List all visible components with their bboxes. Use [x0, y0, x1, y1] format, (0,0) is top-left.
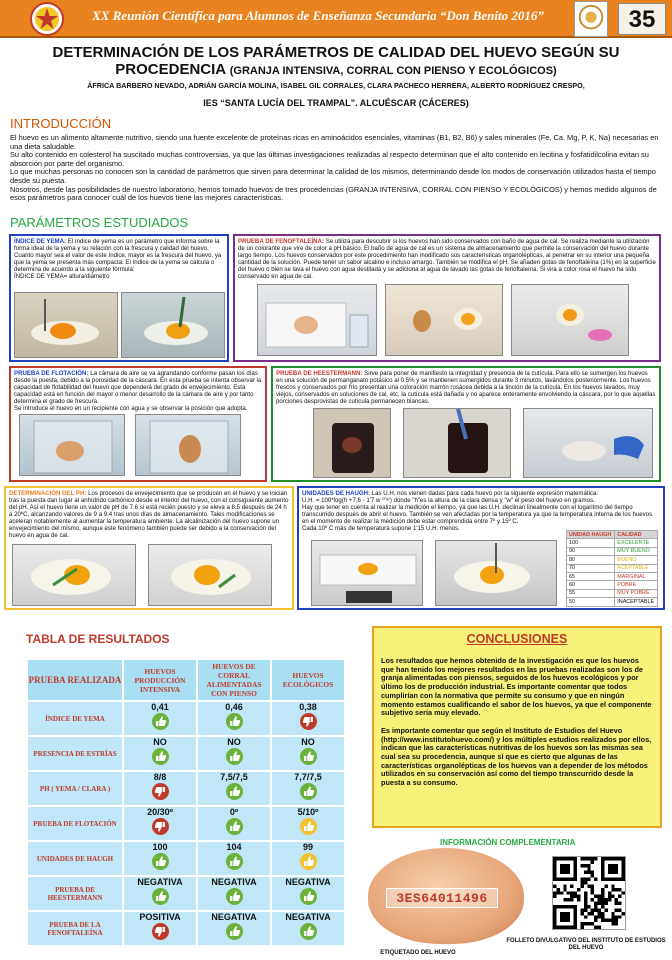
thumbs-up-icon — [152, 748, 169, 765]
results-cell-value: 20/30º — [147, 807, 173, 817]
results-cell-value: NEGATIVA — [211, 877, 257, 887]
results-cell-value: NO — [227, 737, 241, 747]
haugh-scale-row — [567, 589, 658, 597]
heestermann-photo-3 — [523, 408, 653, 478]
results-col-intensive: HUEVOS PRODUCCIÓN INTENSIVA — [123, 659, 197, 701]
intro-paragraph: Su alto contenido en colesterol ha suscitado muchas controversias, ya que las últimas investigaciones realizadas al respecto determinan que el alto contenido en lecitina y fosfatidilcolina evitan su absorción por parte del organismo. — [10, 150, 649, 168]
intro-text — [10, 134, 662, 203]
thumbs-down-icon — [152, 923, 169, 940]
results-cell-value: NEGATIVA — [137, 877, 183, 887]
params-heading: PARÁMETROS ESTUDIADOS — [10, 215, 189, 230]
results-table — [26, 658, 346, 947]
results-cell-value: 0,38 — [299, 702, 317, 712]
card-flotation-title: PRUEBA DE FLOTACIÓN: — [14, 370, 89, 377]
card-haugh-body: Las U.H. nos vienen dadas para cada huevo por la siguiente expresión matemática: — [371, 490, 599, 497]
poster-number: 35 — [618, 3, 666, 35]
card-flotation-body-2: Se introduce el huevo en un recipiente con agua y se observar la posición que adopta. — [14, 405, 248, 412]
results-row-label: PRUEBA DE HEESTERMANN — [27, 876, 123, 911]
egg-code: 3ES64011496 — [386, 888, 498, 908]
results-cell — [271, 841, 345, 876]
results-row — [27, 841, 345, 876]
results-cell — [123, 876, 197, 911]
haugh-scale-label: INACEPTABLE — [615, 598, 658, 606]
results-cell — [123, 806, 197, 841]
flotation-photo-1 — [19, 414, 125, 476]
results-row-label: PH ( YEMA / CLARA ) — [27, 771, 123, 806]
results-cell — [197, 911, 271, 946]
results-row-label: PRESENCIA DE ESTRÍAS — [27, 736, 123, 771]
haugh-scale-row — [567, 581, 658, 589]
results-cell-value: 5/10º — [297, 807, 319, 817]
haugh-scale-table — [566, 530, 658, 607]
haugh-scale-row — [567, 547, 658, 555]
thumbs-up-icon — [152, 888, 169, 905]
haugh-scale-label: ACEPTABLE — [615, 564, 658, 572]
yolk-photo-2 — [121, 292, 225, 358]
card-phenolphthalein-title: PRUEBA DE FENOFTALEÍNA: — [238, 238, 324, 245]
haugh-scale-label: MUY POBRE — [615, 589, 658, 597]
card-phenolphthalein-body: Se utiliza para descubrir si los huevos han sido conservados con baño de agua de cal. Se realiza mediante la utilización de un colorante que vire de color a pH básico. El baño de agua de cal es un sistema de almacenamiento que permite la conservación del huevo durante largo tiempo. Los huevos conservados por este procedimiento han modificado sus características organolépticas, al penetrar en su interior una pequeña cantidad de la solución. Puede tener un sabor alcalino e incluso amargo. También se modifica el pH. Se añaden gotas de fenoftaleína (1%) en la superficie del huevo o bien se lava el huevo con agua destilada y se adiciona al agua de lavado las gotas de fenoftaleína. Si vira a color rosa el huevo ha sido conservado en agua de cal. — [238, 238, 656, 280]
haugh-scale-row — [567, 539, 658, 547]
haugh-scale-label: MUY BUENO — [615, 547, 658, 555]
ph-photo-2 — [148, 544, 272, 606]
phenol-photo-2 — [385, 284, 503, 356]
results-row — [27, 701, 345, 736]
flotation-photo-2 — [135, 414, 241, 476]
results-cell-value: 0,46 — [225, 702, 243, 712]
results-cell — [197, 841, 271, 876]
thumbs-up-icon — [226, 783, 243, 800]
conclusions-paragraph: Los resultados que hemos obtenido de la investigación es que los huevos que han tenido los mejores resultados en las pruebas realizadas son los de granja alimentadas con piensos, seguidos de los huevos ecológicos y por último los de producción industrial. Es importante comentar que todos cumplirían con la normativa que permite su consumo y que en ningún momento estamos cualificando el sabor de los huevos, ya que el componente subjetivo sería muy elevado. — [381, 656, 652, 718]
thumbs-down-icon — [152, 818, 169, 835]
card-yolk-index-body: El índice de yema es un parámetro que informa sobre la forma ideal de la yema y su relación con la frescura y calidad del huevo. Cuanto mayor sea el valor de este índice, mayor es la frescura del huevo, ya que la yema se presenta más compacta. El índice de la yema se calcula o determina de acuerdo a la siguiente fórmula: — [14, 238, 222, 273]
results-cell-value: 8/8 — [153, 772, 167, 782]
card-haugh-body-2: Hay que tener en cuenta al realizar la medición el tiempo, ya que las U.H. declinan linealmente con el logaritmo del tiempo transcurrido después de abrir el huevo. También se ven afectadas por la temperatura ya que la temperatura interna de los huevos en el momento de realizar la medición debe estar comprendida entre 7º y 15º C. — [302, 504, 653, 525]
results-cell-value: NEGATIVA — [285, 912, 331, 922]
results-cell — [123, 736, 197, 771]
card-heestermann-title: PRUEBA DE HEESTERMANN: — [276, 370, 363, 377]
results-cell — [271, 701, 345, 736]
haugh-scale-uh: 80 — [567, 556, 615, 564]
thumbs-up-icon — [226, 748, 243, 765]
results-cell — [271, 876, 345, 911]
conclusions-box — [372, 626, 662, 828]
event-logo-icon — [30, 2, 64, 36]
school-name: IES “SANTA LUCÍA DEL TRAMPAL”. ALCUÉSCAR (CÁCERES) — [203, 98, 469, 108]
thumbs-up-icon — [226, 923, 243, 940]
results-header-row — [27, 659, 345, 701]
thumbs-up-icon — [152, 853, 169, 870]
results-cell-value: 7,5/7,5 — [220, 772, 248, 782]
thumbs-up-icon — [226, 853, 243, 870]
results-col-corral: HUEVOS DE CORRAL ALIMENTADAS CON PIENSO — [197, 659, 271, 701]
results-row — [27, 911, 345, 946]
haugh-scale-label: EXCELENTE — [615, 539, 658, 547]
results-cell — [197, 736, 271, 771]
poster-title-sub: (GRANJA INTENSIVA, CORRAL CON PIENSO Y ECOLÓGICOS) — [229, 65, 557, 77]
poster-title — [18, 44, 654, 80]
heestermann-photo-1 — [313, 408, 391, 478]
haugh-scale-header-cell: UNIDAD HAUGH — [567, 531, 615, 539]
yolk-index-formula: ÍNDICE DE YEMA= altura/diámetro — [14, 273, 110, 280]
results-cell-value: 7,7/7,5 — [294, 772, 322, 782]
results-cell — [271, 736, 345, 771]
poster-title-main: DETERMINACIÓN DE LOS PARÁMETROS DE CALIDAD DEL HUEVO SEGÚN SU PROCEDENCIA — [52, 44, 620, 78]
results-row — [27, 876, 345, 911]
card-heestermann-body: Sirve para poner de manifiesto la integridad y presencia de la cutícula. Para ello se sumergen los huevos en una solución de permanganato potásico al 0.5% y se mantienen sumergidos durante 3 minutos, lavándolos posteriormente. Los huevos frescos y conservados por frío presentan una coloración marrón rosácea debida a la tinción de la cutícula. En los huevos lavados, muy viejos, conservados en soluciones de cal, etc, la cutícula está dañada y no aparece enteramente envolviendo la cáscara, por lo que aquellas porciones desprovistas de cutícula permanecen blancas. — [276, 370, 656, 405]
card-yolk-index-text — [14, 238, 224, 280]
results-cell-value: NO — [301, 737, 315, 747]
card-ph-body: Los procesos de envejecimiento que se producen en el huevo y se inician tras la puesta dan lugar al anhídrido carbónico desde el interior del huevo, con el consiguiente aumento del pH. Así el huevo tiene un valor de pH de 7.6 si está recién puesto y se eleva a 8.5 después de 24 h a 20ºC, alcanzando valores de 9 a 9.4 tras unos días de almacenamiento. Tales modificaciones se aceleran notablemente al aumentar la temperatura ambiente. La alcalinización del huevo supone un envejecimiento del mismo, aunque este fenómeno también puede ser debido a la conservación del huevo en agua de cal. — [9, 490, 289, 539]
authors: ÁFRICA BARBERO NEVADO, ADRIÁN GARCÍA MOLINA, ISABEL GIL CORRALES, CLARA PACHECO HERRERA, ALBERTO RODRÍGUEZ CRESPO, — [87, 81, 585, 90]
haugh-scale-uh: 60 — [567, 581, 615, 589]
thumbs-up-icon — [226, 818, 243, 835]
results-col-ecological: HUEVOS ECOLÓGICOS — [271, 659, 345, 701]
results-cell — [271, 911, 345, 946]
haugh-scale-label: BUENO — [615, 556, 658, 564]
results-row — [27, 736, 345, 771]
card-flotation — [9, 366, 267, 482]
card-yolk-index — [9, 234, 229, 362]
qr-code-icon[interactable] — [552, 856, 626, 930]
card-ph-text — [9, 490, 289, 539]
results-row — [27, 806, 345, 841]
card-haugh-title: UNIDADES DE HAUGH: — [302, 490, 371, 497]
thumbs-up-icon — [152, 713, 169, 730]
haugh-photo-2 — [435, 540, 557, 606]
heestermann-photo-2 — [403, 408, 511, 478]
results-col-test: PRUEBA REALIZADA — [27, 659, 123, 701]
results-cell-value: 0º — [229, 807, 239, 817]
haugh-scale-label: MARGINAL — [615, 572, 658, 580]
card-heestermann — [271, 366, 661, 482]
results-cell — [123, 841, 197, 876]
results-cell — [271, 806, 345, 841]
haugh-scale-label: POBRE — [615, 581, 658, 589]
results-cell-value: NO — [153, 737, 167, 747]
conclusions-heading: CONCLUSIONES — [466, 632, 568, 646]
results-cell — [123, 911, 197, 946]
results-cell — [197, 806, 271, 841]
thumbs-up-icon — [226, 888, 243, 905]
intro-heading: INTRODUCCIÓN — [10, 116, 112, 131]
haugh-scale-row — [567, 556, 658, 564]
results-cell — [271, 771, 345, 806]
results-cell-value: NEGATIVA — [211, 912, 257, 922]
haugh-scale-uh: 90 — [567, 547, 615, 555]
results-cell — [197, 701, 271, 736]
haugh-scale-row — [567, 564, 658, 572]
yolk-photo-1 — [14, 292, 118, 358]
card-phenolphthalein — [233, 234, 661, 362]
thumbs-up-icon — [300, 853, 317, 870]
results-cell-value: 0,41 — [151, 702, 169, 712]
phenol-photo-3 — [511, 284, 629, 356]
haugh-scale-uh: 65 — [567, 572, 615, 580]
results-cell — [123, 701, 197, 736]
haugh-scale-row — [567, 572, 658, 580]
ph-photo-1 — [12, 544, 136, 606]
results-cell — [123, 771, 197, 806]
card-haugh-text — [302, 490, 660, 532]
results-body — [27, 701, 345, 946]
haugh-scale-uh: 55 — [567, 589, 615, 597]
phenol-photo-1 — [257, 284, 377, 356]
intro-paragraph: Nosotros, desde las posibilidades de nuestro laboratorio, hemos tomado huevos de tres procedencias (GRANJA INTENSIVA, CORRAL CON PIENSO Y ECOLÓGICOS) y hemos medido algunos de esos parámetros para conocer cuál de los huevos tiene las mejores características. — [10, 184, 657, 203]
thumbs-up-icon — [226, 713, 243, 730]
qr-caption: FOLLETO DIVULGATIVO DEL INSTITUTO DE ESTUDIOS DEL HUEVO — [506, 938, 666, 951]
haugh-photo-1 — [311, 540, 423, 606]
results-row-label: PRUEBA DE FLOTACIÓN — [27, 806, 123, 841]
results-cell-value: POSITIVA — [139, 912, 181, 922]
results-cell-value: 99 — [302, 842, 313, 852]
haugh-scale-row — [567, 598, 658, 606]
results-row-label: UNIDADES DE HAUGH — [27, 841, 123, 876]
results-cell-value: NEGATIVA — [285, 877, 331, 887]
results-cell — [197, 771, 271, 806]
haugh-formula: U.H. = 100*log(h +7,6 - 1'7 w ⁰'³⁷) donde "h"es la altura de la clara densa y "w" el peso del huevo en gramos. — [302, 497, 595, 504]
thumbs-up-icon — [300, 748, 317, 765]
results-row-label: PRUEBA DE LA FENOFTALEÍNA — [27, 911, 123, 946]
school-logo-icon — [574, 1, 608, 37]
card-phenolphthalein-text — [238, 238, 656, 280]
info-heading: INFORMACIÓN COMPLEMENTARIA — [440, 838, 576, 847]
card-ph — [4, 486, 294, 610]
haugh-scale-header — [567, 531, 658, 539]
thumbs-up-icon — [300, 783, 317, 800]
card-flotation-text — [14, 370, 262, 412]
conclusions-paragraph: Es importante comentar que según el Instituto de Estudios del Huevo (http://www.institutohuevo.com/) y los múltiples estudios realizados por ellos, indican que las características nutritivas de los huevos son las mismas sea cual sea su procedencia, aunque sí que es cierto que algunas de las características organolépticas de los huevos van a depender de los métodos utilizados en su conservación así como del tiempo transcurrido desde la puesta a su consumo. — [381, 725, 652, 788]
results-row — [27, 771, 345, 806]
thumbs-up-icon — [300, 888, 317, 905]
egg-label-caption: ETIQUETADO DEL HUEVO — [380, 950, 456, 956]
card-haugh-body-3: Cada 10º C más de temperatura supone 1'15 U.H. menos. — [302, 525, 460, 532]
event-title: XX Reunión Científica para Alumnos de Enseñanza Secundaria “Don Benito 2016” — [92, 8, 544, 23]
haugh-scale-header-cell: CALIDAD — [615, 531, 658, 539]
haugh-scale-uh: 100 — [567, 539, 615, 547]
card-yolk-index-title: ÍNDICE DE YEMA: — [14, 238, 67, 245]
intro-paragraph: El huevo es un alimento altamente nutritivo, siendo una fuente excelente de proteínas ricas en aminoácidos esenciales, vitaminas (B1, B2, B6) y sales minerales (Fe, Ca. Mg, P, K, Na) necesarias en una dieta saludable. — [10, 133, 659, 151]
thumbs-up-icon — [300, 923, 317, 940]
thumbs-up-icon — [300, 818, 317, 835]
thumbs-down-icon — [300, 713, 317, 730]
results-cell — [197, 876, 271, 911]
haugh-scale-uh: 50 — [567, 598, 615, 606]
results-cell-value: 104 — [226, 842, 242, 852]
card-heestermann-text — [276, 370, 656, 405]
card-flotation-body: La cámara de aire se va agrandando conforme pasan los días desde la puesta, debido a la porosidad de la cáscara. En esta prueba se intenta observar la capacidad de flotabilidad del huevo que dependerá del grado de envejecimiento. Esta capacidad está en función del mayor o menor desarrollo de la cámara de aire y por tanto determina el grado de frescura. — [14, 370, 262, 405]
results-row-label: ÍNDICE DE YEMA — [27, 701, 123, 736]
haugh-scale-uh: 70 — [567, 564, 615, 572]
intro-paragraph: Lo que muchas personas no conocen son la cantidad de parámetros que sirven para determinar la calidad de los mismos, determinando desde los modos de conservación utilizados hasta el tiempo desde su puesta. — [10, 167, 656, 185]
thumbs-down-icon — [152, 783, 169, 800]
results-heading: TABLA DE RESULTADOS — [26, 632, 170, 646]
results-cell-value: 100 — [152, 842, 168, 852]
card-ph-title: DETERMINACIÓN DEL PH: — [9, 490, 87, 497]
